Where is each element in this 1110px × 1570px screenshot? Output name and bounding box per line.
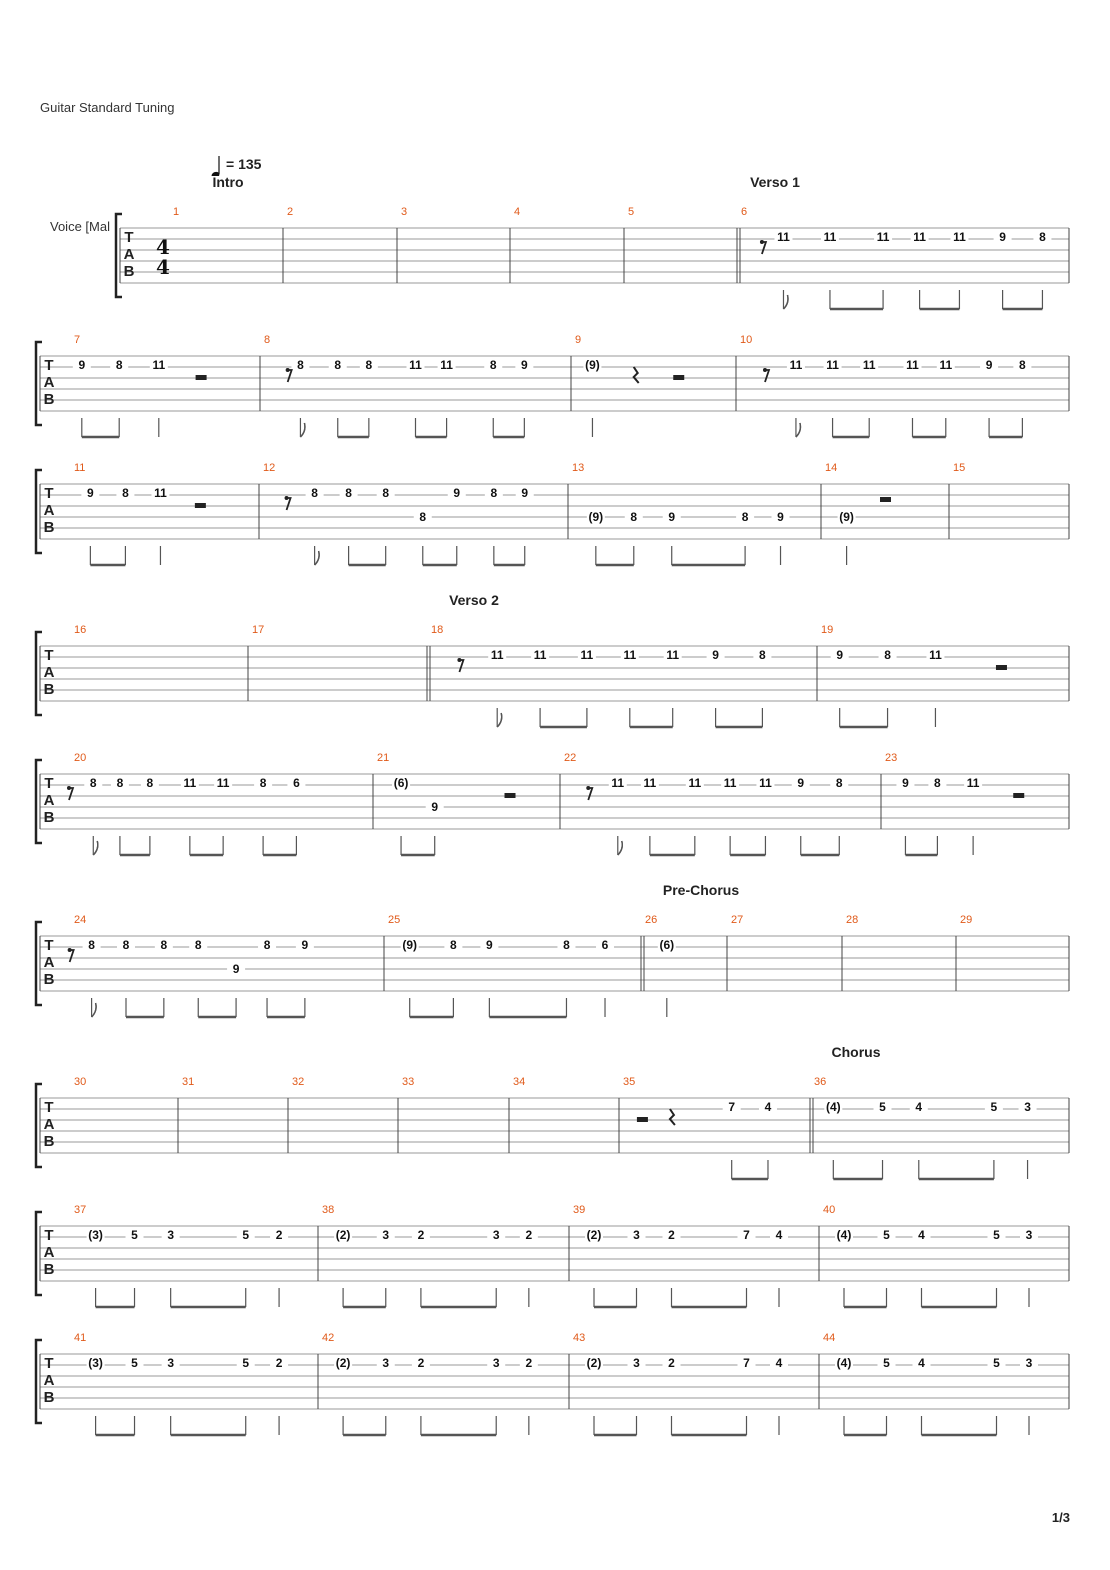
staff-bracket bbox=[36, 760, 42, 843]
fret-number: 4 bbox=[775, 1356, 783, 1370]
fret-number: 11 bbox=[643, 776, 657, 790]
fret-number: 2 bbox=[525, 1356, 533, 1370]
fret-number: (4) bbox=[836, 1356, 852, 1370]
fret-number: 8 bbox=[122, 486, 129, 500]
fret-number: 5 bbox=[993, 1228, 1000, 1242]
section-marker: Verso 1 bbox=[750, 174, 800, 190]
measure-number: 13 bbox=[572, 462, 585, 474]
tab-clef-letter: B bbox=[43, 971, 55, 988]
fret-number: 5 bbox=[883, 1228, 890, 1242]
measure-number: 32 bbox=[292, 1076, 305, 1088]
eighth-rest-icon bbox=[285, 496, 289, 500]
time-signature-denominator: 4 bbox=[156, 255, 170, 279]
fret-number: 5 bbox=[131, 1356, 138, 1370]
staff-bracket bbox=[36, 342, 42, 425]
half-rest-icon bbox=[637, 1117, 648, 1122]
fret-number: 5 bbox=[883, 1356, 890, 1370]
fret-number: 7 bbox=[743, 1356, 750, 1370]
fret-number: (9) bbox=[839, 510, 854, 524]
fret-number: 11 bbox=[154, 486, 167, 500]
tab-clef-letter: A bbox=[43, 1372, 55, 1389]
eighth-rest-icon bbox=[286, 368, 290, 372]
tuning-label: Guitar Standard Tuning bbox=[40, 100, 175, 115]
measure-number: 31 bbox=[182, 1076, 195, 1088]
tab-clef-letter: B bbox=[43, 809, 55, 826]
measure-number: 11 bbox=[74, 462, 86, 474]
measure-number: 2 bbox=[287, 206, 294, 218]
fret-number: 9 bbox=[521, 486, 529, 500]
fret-number: 11 bbox=[777, 230, 790, 244]
tab-clef-letter: T bbox=[44, 357, 54, 374]
fret-number: 8 bbox=[194, 938, 202, 952]
section-marker: Pre-Chorus bbox=[662, 882, 740, 898]
half-rest-icon bbox=[195, 503, 206, 508]
measure-number: 30 bbox=[74, 1076, 87, 1088]
fret-number: 11 bbox=[823, 230, 837, 244]
measure-number: 19 bbox=[821, 624, 834, 636]
fret-number: 11 bbox=[939, 358, 953, 372]
measure-number: 35 bbox=[623, 1076, 636, 1088]
fret-number: 9 bbox=[902, 776, 909, 790]
fret-number: 9 bbox=[453, 486, 461, 500]
eighth-rest-icon bbox=[760, 240, 764, 244]
measure-number: 10 bbox=[740, 334, 753, 346]
fret-number: 7 bbox=[743, 1228, 750, 1242]
fret-number: 11 bbox=[966, 776, 980, 790]
fret-number: 8 bbox=[759, 648, 766, 662]
note-flag bbox=[92, 1003, 97, 1017]
fret-number: (6) bbox=[393, 776, 409, 790]
measure-number: 17 bbox=[252, 624, 265, 636]
half-rest-icon bbox=[880, 497, 891, 502]
fret-number: 11 bbox=[533, 648, 547, 662]
fret-number: 9 bbox=[87, 486, 94, 500]
fret-number: 8 bbox=[311, 486, 318, 500]
fret-number: 11 bbox=[953, 230, 966, 244]
measure-number: 3 bbox=[401, 206, 408, 218]
fret-number: 9 bbox=[999, 230, 1006, 244]
fret-number: (3) bbox=[88, 1356, 103, 1370]
tab-clef-letter: T bbox=[44, 647, 54, 664]
measure-number: 29 bbox=[960, 914, 973, 926]
fret-number: 2 bbox=[668, 1356, 675, 1370]
fret-number: 9 bbox=[521, 358, 528, 372]
fret-number: 11 bbox=[580, 648, 594, 662]
section-marker: Verso 2 bbox=[449, 592, 499, 608]
fret-number: 3 bbox=[1024, 1100, 1031, 1114]
fret-number: 8 bbox=[490, 486, 498, 500]
fret-number: 11 bbox=[490, 648, 504, 662]
fret-number: 8 bbox=[122, 938, 130, 952]
measure-number: 4 bbox=[514, 206, 521, 218]
measure-number: 39 bbox=[573, 1204, 586, 1216]
section-marker: Intro bbox=[212, 174, 244, 190]
measure-number: 25 bbox=[388, 914, 401, 926]
note-flag bbox=[783, 295, 788, 309]
page-number: 1/3 bbox=[1051, 1510, 1070, 1525]
measure-number: 23 bbox=[885, 752, 898, 764]
track-name: Voice [Mal bbox=[50, 219, 110, 234]
measure-number: 26 bbox=[645, 914, 658, 926]
fret-number: 11 bbox=[929, 648, 942, 662]
fret-number: (2) bbox=[586, 1356, 602, 1370]
fret-number: 8 bbox=[835, 776, 843, 790]
fret-number: 8 bbox=[297, 358, 304, 372]
tab-clef-letter: A bbox=[123, 246, 135, 263]
fret-number: 8 bbox=[116, 776, 124, 790]
fret-number: 8 bbox=[345, 486, 352, 500]
measure-number: 34 bbox=[513, 1076, 526, 1088]
fret-number: (6) bbox=[659, 938, 675, 952]
fret-number: (3) bbox=[88, 1228, 103, 1242]
tab-clef-letter: A bbox=[43, 954, 55, 971]
fret-number: 3 bbox=[633, 1228, 640, 1242]
fret-number: 4 bbox=[915, 1100, 923, 1114]
measure-number: 24 bbox=[74, 914, 87, 926]
fret-number: 3 bbox=[382, 1356, 390, 1370]
fret-number: (9) bbox=[402, 938, 418, 952]
fret-number: 8 bbox=[934, 776, 941, 790]
fret-number: 3 bbox=[167, 1356, 175, 1370]
fret-number: 11 bbox=[759, 776, 772, 790]
fret-number: 11 bbox=[789, 358, 803, 372]
fret-number: 8 bbox=[89, 776, 97, 790]
fret-number: 9 bbox=[78, 358, 86, 372]
fret-number: 8 bbox=[563, 938, 570, 952]
fret-number: 6 bbox=[293, 776, 300, 790]
fret-number: 5 bbox=[879, 1100, 886, 1114]
fret-number: 3 bbox=[633, 1356, 640, 1370]
half-rest-icon bbox=[673, 375, 684, 380]
fret-number: 9 bbox=[797, 776, 805, 790]
tab-clef-letter: B bbox=[43, 1133, 55, 1150]
fret-number: 8 bbox=[450, 938, 457, 952]
fret-number: (4) bbox=[825, 1100, 841, 1114]
fret-number: 9 bbox=[301, 938, 309, 952]
fret-number: 8 bbox=[630, 510, 638, 524]
tab-clef-letter: T bbox=[124, 229, 134, 246]
measure-number: 40 bbox=[823, 1204, 836, 1216]
note-flag bbox=[300, 423, 305, 437]
fret-number: 2 bbox=[668, 1228, 675, 1242]
tab-clef-letter: B bbox=[43, 391, 55, 408]
staff-bracket bbox=[36, 470, 42, 553]
fret-number: 8 bbox=[1039, 230, 1046, 244]
fret-number: 8 bbox=[884, 648, 891, 662]
measure-number: 22 bbox=[564, 752, 577, 764]
fret-number: 4 bbox=[764, 1100, 772, 1114]
measure-number: 27 bbox=[731, 914, 744, 926]
fret-number: 8 bbox=[146, 776, 154, 790]
fret-number: 3 bbox=[1025, 1228, 1033, 1242]
fret-number: 11 bbox=[906, 358, 919, 372]
fret-number: 11 bbox=[409, 358, 422, 372]
tab-clef-letter: B bbox=[43, 681, 55, 698]
measure-number: 42 bbox=[322, 1332, 335, 1344]
staff-bracket bbox=[36, 1084, 42, 1167]
fret-number: 5 bbox=[990, 1100, 998, 1114]
half-rest-icon bbox=[196, 375, 207, 380]
fret-number: 11 bbox=[216, 776, 230, 790]
fret-number: 3 bbox=[492, 1356, 500, 1370]
measure-number: 20 bbox=[74, 752, 87, 764]
fret-number: 8 bbox=[382, 486, 390, 500]
tab-clef-letter: B bbox=[43, 519, 55, 536]
measure-number: 1 bbox=[173, 206, 180, 218]
tempo-marking: = 135 bbox=[226, 156, 262, 172]
fret-number: 11 bbox=[723, 776, 737, 790]
staff-bracket bbox=[36, 1212, 42, 1295]
fret-number: 9 bbox=[668, 510, 676, 524]
tab-clef-letter: T bbox=[44, 1355, 54, 1372]
fret-number: 5 bbox=[242, 1228, 250, 1242]
note-flag bbox=[796, 423, 801, 437]
fret-number: 2 bbox=[525, 1228, 533, 1242]
measure-number: 16 bbox=[74, 624, 87, 636]
fret-number: 5 bbox=[993, 1356, 1000, 1370]
fret-number: 11 bbox=[876, 230, 890, 244]
fret-number: (9) bbox=[585, 358, 600, 372]
staff-bracket bbox=[36, 632, 42, 715]
note-flag bbox=[315, 551, 320, 565]
fret-number: 8 bbox=[259, 776, 267, 790]
fret-number: 8 bbox=[489, 358, 497, 372]
fret-number: 8 bbox=[419, 510, 427, 524]
tab-clef-letter: T bbox=[44, 485, 54, 502]
fret-number: 11 bbox=[862, 358, 876, 372]
quarter-rest-icon bbox=[634, 367, 639, 383]
fret-number: 2 bbox=[417, 1356, 425, 1370]
eighth-rest-icon bbox=[586, 786, 590, 790]
staff-bracket bbox=[36, 922, 42, 1005]
tab-clef-letter: T bbox=[44, 775, 54, 792]
fret-number: 3 bbox=[492, 1228, 500, 1242]
fret-number: 8 bbox=[334, 358, 342, 372]
tab-clef-letter: A bbox=[43, 1244, 55, 1261]
section-marker: Chorus bbox=[831, 1044, 881, 1060]
tab-clef-letter: A bbox=[43, 792, 55, 809]
tab-clef-letter: A bbox=[43, 1116, 55, 1133]
eighth-rest-icon bbox=[763, 368, 767, 372]
fret-number: 8 bbox=[115, 358, 123, 372]
fret-number: 3 bbox=[382, 1228, 390, 1242]
fret-number: 5 bbox=[131, 1228, 138, 1242]
tab-clef-letter: B bbox=[123, 263, 135, 280]
tab-clef-letter: A bbox=[43, 374, 55, 391]
fret-number: 9 bbox=[777, 510, 784, 524]
measure-number: 38 bbox=[322, 1204, 335, 1216]
measure-number: 36 bbox=[814, 1076, 827, 1088]
fret-number: 3 bbox=[1025, 1356, 1033, 1370]
fret-number: 11 bbox=[826, 358, 839, 372]
fret-number: 9 bbox=[836, 648, 844, 662]
fret-number: 9 bbox=[486, 938, 493, 952]
fret-number: 9 bbox=[431, 800, 439, 814]
fret-number: 5 bbox=[242, 1356, 250, 1370]
fret-number: 11 bbox=[152, 358, 166, 372]
fret-number: 2 bbox=[417, 1228, 425, 1242]
fret-number: 4 bbox=[775, 1228, 783, 1242]
tab-clef-letter: T bbox=[44, 937, 54, 954]
measure-number: 9 bbox=[575, 334, 582, 346]
staff-bracket bbox=[116, 214, 122, 297]
tab-clef-letter: B bbox=[43, 1261, 55, 1278]
half-rest-icon bbox=[505, 793, 516, 798]
note-flag bbox=[618, 841, 623, 855]
fret-number: (9) bbox=[588, 510, 604, 524]
fret-number: 8 bbox=[88, 938, 95, 952]
tab-clef-letter: A bbox=[43, 502, 55, 519]
fret-number: 8 bbox=[1019, 358, 1026, 372]
eighth-rest-icon bbox=[68, 948, 72, 952]
fret-number: 2 bbox=[275, 1228, 283, 1242]
fret-number: 9 bbox=[712, 648, 719, 662]
measure-number: 14 bbox=[825, 462, 838, 474]
tab-clef-letter: T bbox=[44, 1099, 54, 1116]
fret-number: 8 bbox=[365, 358, 373, 372]
measure-number: 18 bbox=[431, 624, 444, 636]
eighth-rest-icon bbox=[457, 658, 461, 662]
measure-number: 43 bbox=[573, 1332, 586, 1344]
quarter-rest-icon bbox=[670, 1109, 675, 1125]
measure-number: 6 bbox=[741, 206, 748, 218]
fret-number: (4) bbox=[836, 1228, 852, 1242]
eighth-rest-icon bbox=[67, 786, 71, 790]
measure-number: 12 bbox=[263, 462, 276, 474]
note-flag bbox=[93, 841, 98, 855]
fret-number: 8 bbox=[741, 510, 749, 524]
fret-number: 3 bbox=[167, 1228, 175, 1242]
measure-number: 44 bbox=[823, 1332, 836, 1344]
fret-number: (2) bbox=[335, 1356, 351, 1370]
fret-number: 8 bbox=[160, 938, 168, 952]
fret-number: 2 bbox=[275, 1356, 283, 1370]
measure-number: 28 bbox=[846, 914, 859, 926]
fret-number: 11 bbox=[913, 230, 926, 244]
fret-number: (2) bbox=[335, 1228, 351, 1242]
fret-number: (2) bbox=[586, 1228, 602, 1242]
tab-clef-letter: T bbox=[44, 1227, 54, 1244]
measure-number: 33 bbox=[402, 1076, 415, 1088]
half-rest-icon bbox=[1013, 793, 1024, 798]
fret-number: 9 bbox=[232, 962, 240, 976]
staff-bracket bbox=[36, 1340, 42, 1423]
tab-clef-letter: B bbox=[43, 1389, 55, 1406]
measure-number: 5 bbox=[628, 206, 635, 218]
fret-number: 11 bbox=[666, 648, 680, 662]
fret-number: 4 bbox=[918, 1356, 925, 1370]
fret-number: 11 bbox=[440, 358, 453, 372]
time-signature-numerator: 4 bbox=[156, 235, 170, 259]
half-rest-icon bbox=[996, 665, 1007, 670]
fret-number: 4 bbox=[918, 1228, 925, 1242]
measure-number: 37 bbox=[74, 1204, 87, 1216]
fret-number: 11 bbox=[611, 776, 625, 790]
fret-number: 6 bbox=[601, 938, 609, 952]
measure-number: 8 bbox=[264, 334, 271, 346]
fret-number: 7 bbox=[728, 1100, 736, 1114]
measure-number: 7 bbox=[74, 334, 81, 346]
measure-number: 41 bbox=[74, 1332, 87, 1344]
fret-number: 11 bbox=[688, 776, 702, 790]
fret-number: 9 bbox=[985, 358, 993, 372]
note-flag bbox=[497, 713, 502, 727]
fret-number: 11 bbox=[183, 776, 197, 790]
measure-number: 15 bbox=[953, 462, 966, 474]
measure-number: 21 bbox=[377, 752, 390, 764]
tab-clef-letter: A bbox=[43, 664, 55, 681]
fret-number: 8 bbox=[263, 938, 271, 952]
fret-number: 11 bbox=[623, 648, 637, 662]
